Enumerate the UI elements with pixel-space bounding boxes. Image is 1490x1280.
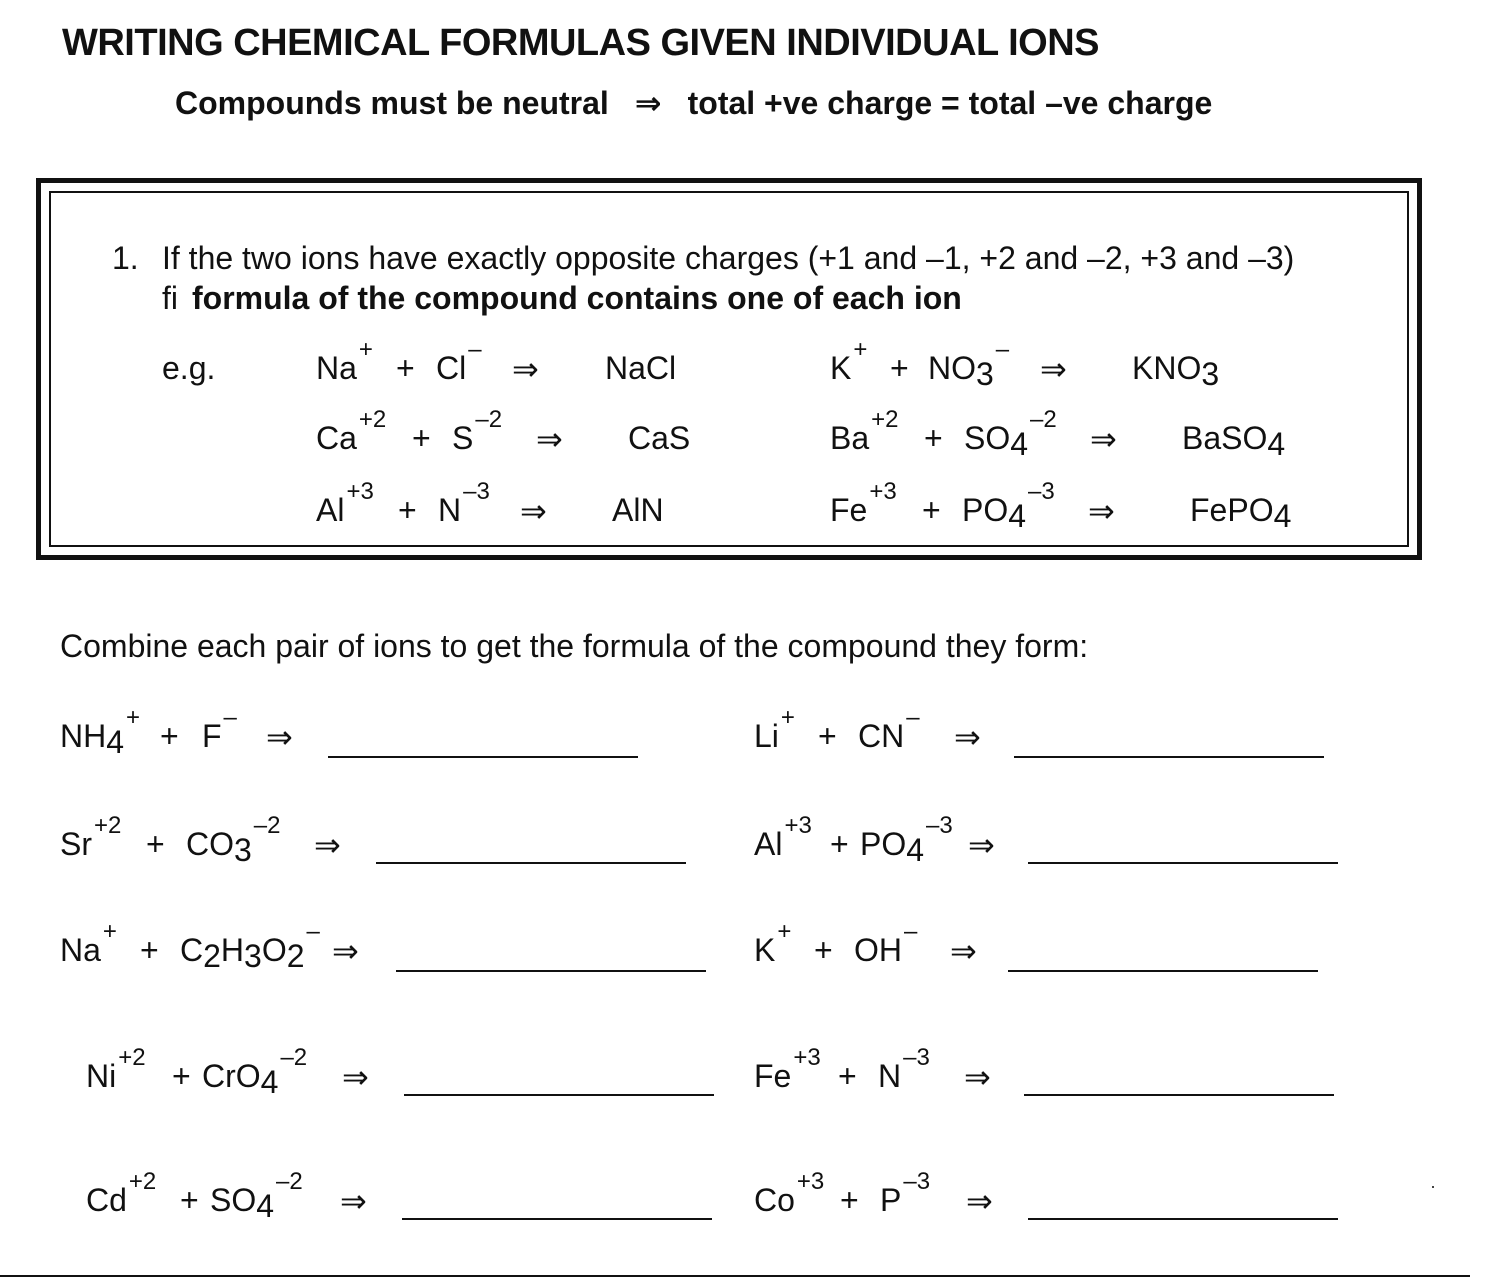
subtitle-left: Compounds must be neutral	[175, 85, 609, 121]
implies-arrow-icon: ⇒	[634, 85, 662, 121]
cation-charge: +2	[118, 1044, 146, 1071]
implies-arrow-icon: ⇒	[340, 1183, 367, 1219]
anion-charge: –	[906, 704, 920, 731]
implies-arrow-icon: ⇒	[968, 827, 995, 863]
problem-cation: Sr +2	[60, 812, 122, 862]
problem-anion: P –3	[880, 1168, 931, 1218]
answer-blank[interactable]	[1008, 970, 1318, 972]
plus-sign: +	[396, 350, 415, 386]
answer-blank[interactable]	[328, 756, 638, 758]
cation-charge: +2	[94, 812, 122, 839]
problem-anion: CrO4 –2	[202, 1044, 308, 1100]
rule-number: 1.	[112, 240, 139, 276]
anion-charge: –3	[1028, 478, 1055, 505]
implies-arrow-icon: ⇒	[950, 933, 977, 969]
example-label: e.g.	[162, 350, 216, 386]
example-anion: NO3 –	[928, 336, 1010, 392]
problem-anion: N –3	[878, 1044, 930, 1094]
rule-conclusion-text: formula of the compound contains one of each ion	[192, 280, 962, 316]
plus-sign: +	[412, 420, 431, 456]
problem-cation: Cd +2	[86, 1168, 157, 1218]
anion-charge: –3	[926, 812, 953, 839]
implies-arrow-icon: ⇒	[954, 719, 981, 755]
anion-charge: –	[468, 336, 482, 363]
cation-charge: +2	[128, 1168, 157, 1195]
implies-arrow-icon: ⇒	[966, 1183, 993, 1219]
example-product: AlN	[612, 492, 664, 528]
example-anion: S –2	[452, 406, 503, 456]
answer-blank[interactable]	[404, 1094, 714, 1096]
cation-charge: +	[780, 704, 795, 731]
cation-charge: +3	[796, 1168, 825, 1195]
problem-cation: Na +	[60, 918, 117, 968]
implies-arrow-icon: ⇒	[332, 933, 359, 969]
answer-blank[interactable]	[396, 970, 706, 972]
anion-charge: –2	[276, 1168, 303, 1195]
problem-anion: SO4 –2	[210, 1168, 303, 1224]
example-product: BaSO4	[1182, 420, 1286, 462]
example-cation: Fe +3	[830, 478, 897, 528]
example-cation: Na +	[316, 336, 373, 386]
anion-charge: –	[904, 918, 918, 945]
instruction-text: Combine each pair of ions to get the formula of the compound they form:	[60, 628, 1089, 664]
plus-sign: +	[814, 932, 833, 968]
example-anion: SO4 –2	[964, 406, 1057, 462]
answer-blank[interactable]	[1014, 756, 1324, 758]
example-product: FePO4	[1190, 492, 1292, 534]
example-anion: Cl –	[436, 336, 482, 386]
example-cation: Ba +2	[830, 406, 899, 456]
rule-conclusion	[162, 280, 962, 317]
cation-charge: +2	[358, 406, 387, 433]
plus-sign: +	[818, 718, 837, 754]
problem-cation: Co +3	[754, 1168, 825, 1218]
plus-sign: +	[160, 718, 179, 754]
problem-anion: OH –	[854, 918, 918, 968]
problem-anion: CN –	[858, 704, 920, 754]
implies-arrow-icon: ⇒	[1040, 351, 1067, 387]
anion-charge: –2	[1030, 406, 1057, 433]
example-product: KNO3	[1132, 350, 1220, 392]
problem-cation: NH4 +	[60, 704, 141, 760]
plus-sign: +	[890, 350, 909, 386]
scan-speck	[1432, 1186, 1434, 1188]
example-anion: N –3	[438, 478, 490, 528]
anion-charge: –2	[253, 812, 281, 839]
plus-sign: +	[398, 492, 417, 528]
anion-charge: –3	[463, 478, 490, 505]
problem-cation: Ni +2	[86, 1044, 146, 1094]
implies-arrow-icon: ⇒	[266, 719, 293, 755]
example-row	[316, 336, 373, 387]
example-anion: PO4 –3	[962, 478, 1055, 534]
anion-charge: –3	[903, 1168, 931, 1195]
implies-arrow-icon: ⇒	[1090, 421, 1117, 457]
answer-blank[interactable]	[402, 1218, 712, 1220]
rule-text: If the two ions have exactly opposite charges (+1 and –1, +2 and –2, +3 and –3)	[162, 240, 1295, 276]
plus-sign: +	[922, 492, 941, 528]
cation-charge: +3	[793, 1044, 821, 1071]
problem-cation: Al +3	[754, 812, 812, 862]
page-subtitle	[175, 84, 1212, 122]
subtitle-right: total +ve charge = total –ve charge	[687, 85, 1213, 121]
anion-charge: –3	[903, 1044, 930, 1071]
problem-anion: F –	[202, 704, 237, 754]
problem-anion: CO3 –2	[186, 812, 281, 868]
implies-arrow-icon: ⇒	[314, 827, 341, 863]
plus-sign: +	[840, 1182, 859, 1218]
cation-charge: +2	[871, 406, 899, 433]
example-cation: Al +3	[316, 478, 374, 528]
problem-cation: Fe +3	[754, 1044, 821, 1094]
anion-charge: –	[223, 704, 237, 731]
therefore-glyph: fi	[162, 280, 178, 316]
problem-cation: K +	[754, 918, 792, 968]
anion-charge: –	[306, 918, 320, 945]
answer-blank[interactable]	[376, 862, 686, 864]
implies-arrow-icon: ⇒	[1088, 493, 1115, 529]
cation-charge: +3	[869, 478, 897, 505]
cation-charge: +	[777, 918, 792, 945]
example-product: NaCl	[605, 350, 677, 386]
plus-sign: +	[180, 1182, 199, 1218]
problem-anion: C2H3O2 –	[180, 918, 320, 974]
cation-charge: +	[358, 336, 373, 363]
implies-arrow-icon: ⇒	[512, 351, 539, 387]
problem-anion: PO4 –3	[860, 812, 953, 868]
plus-sign: +	[140, 932, 159, 968]
example-cation: K +	[830, 336, 868, 386]
plus-sign: +	[172, 1058, 191, 1094]
implies-arrow-icon: ⇒	[536, 421, 563, 457]
plus-sign: +	[830, 826, 849, 862]
cation-charge: +3	[346, 478, 374, 505]
anion-charge: –	[995, 336, 1010, 363]
plus-sign: +	[146, 826, 165, 862]
example-cation: Ca +2	[316, 406, 387, 456]
problem-cation: Li +	[754, 704, 795, 754]
answer-blank[interactable]	[1028, 862, 1338, 864]
plus-sign: +	[924, 420, 943, 456]
implies-arrow-icon: ⇒	[520, 493, 547, 529]
implies-arrow-icon: ⇒	[342, 1059, 369, 1095]
plus-sign: +	[838, 1058, 857, 1094]
cation-charge: +	[853, 336, 868, 363]
example-product: CaS	[628, 420, 691, 456]
anion-charge: –2	[280, 1044, 308, 1071]
implies-arrow-icon: ⇒	[964, 1059, 991, 1095]
cation-charge: +3	[784, 812, 812, 839]
answer-blank[interactable]	[1028, 1218, 1338, 1220]
bottom-divider	[0, 1275, 1470, 1277]
anion-charge: –2	[475, 406, 503, 433]
page-title: WRITING CHEMICAL FORMULAS GIVEN INDIVIDUAL IONS	[62, 22, 1099, 64]
answer-blank[interactable]	[1024, 1094, 1334, 1096]
cation-charge: +	[102, 918, 117, 945]
cation-charge: +	[126, 704, 141, 731]
